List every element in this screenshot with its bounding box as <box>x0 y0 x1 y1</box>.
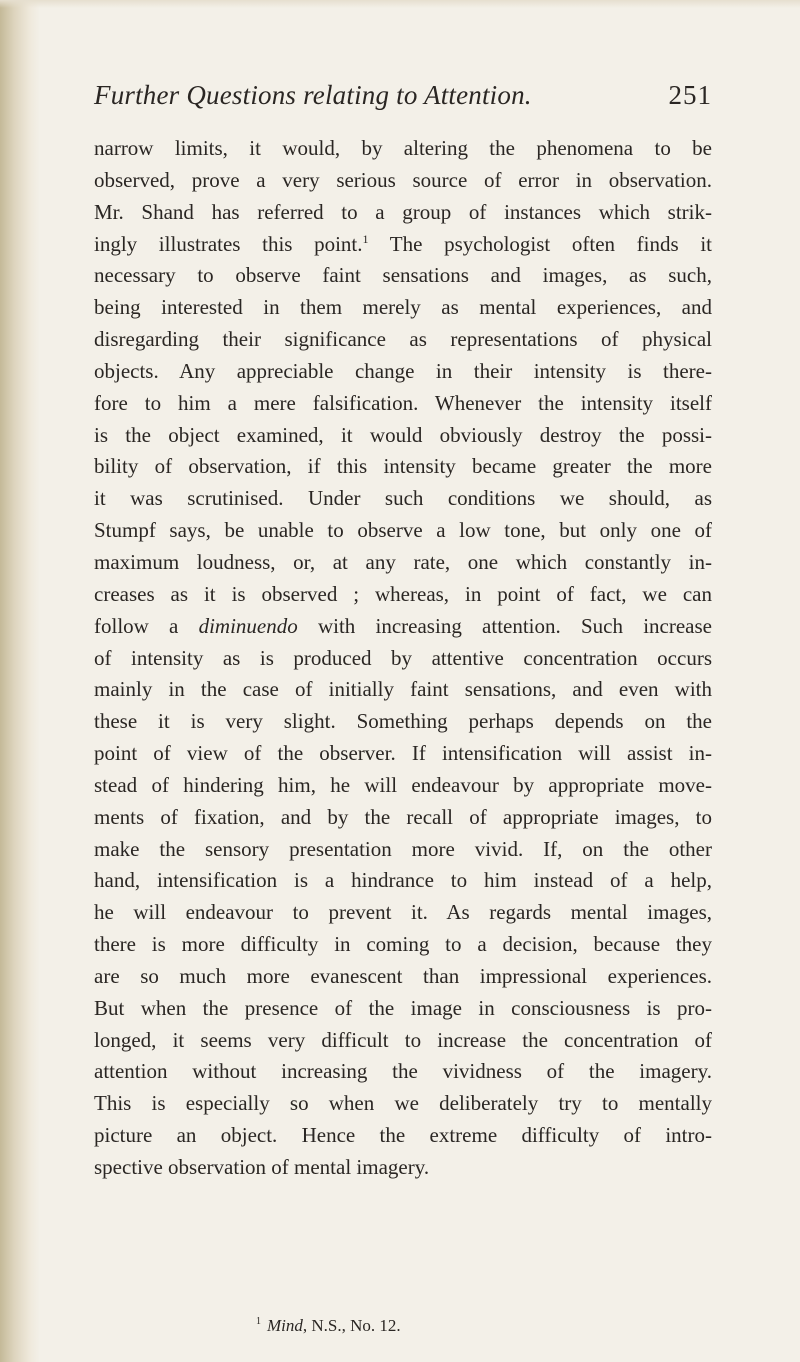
page-top-shadow <box>0 0 800 8</box>
text-line: This is especially so when we deliberately try to mentally <box>94 1091 712 1116</box>
text-line: But when the presence of the image in consciousness is pro- <box>94 995 712 1020</box>
text-line-end: The psychologist often finds it <box>368 231 712 256</box>
text-line: ments of fixation, and by the recall of appropriate images, to <box>94 804 712 829</box>
text-line: fore to him a mere falsification. Whenever the intensity itself <box>94 390 712 415</box>
text-line: he will endeavour to prevent it. As regards mental images, <box>94 900 712 925</box>
text-line: observed, prove a very serious source of error in observation. <box>94 167 712 192</box>
footnote <box>256 1316 401 1336</box>
text-line: creases as it is observed ; whereas, in point of fact, we can <box>94 581 712 606</box>
text-line: Mr. Shand has referred to a group of instances which strik- <box>94 199 712 224</box>
main-text <box>94 133 712 1184</box>
text-line: necessary to observe faint sensations and images, as such, <box>94 263 712 288</box>
text-line: is the object examined, it would obviously destroy the possi- <box>94 422 712 447</box>
text-line: objects. Any appreciable change in their intensity is there- <box>94 358 712 383</box>
text-line: picture an object. Hence the extreme difficulty of intro- <box>94 1123 712 1148</box>
text-line: maximum loudness, or, at any rate, one which constantly in- <box>94 549 712 574</box>
footnote-detail: , N.S., No. 12. <box>302 1316 401 1335</box>
footnote-marker: 1 <box>256 1316 261 1328</box>
text-line: being interested in them merely as mental experiences, and <box>94 295 712 320</box>
text-line-start: ingly illustrates this point. <box>94 231 363 256</box>
text-line <box>94 611 712 643</box>
text-line: disregarding their significance as representations of physical <box>94 327 712 352</box>
text-line: make the sensory presentation more vivid. If, on the other <box>94 836 712 861</box>
text-line: are so much more evanescent than impressional experiences. <box>94 963 712 988</box>
running-title: Further Questions relating to Attention. <box>94 80 532 110</box>
text-line: mainly in the case of initially faint sensations, and even with <box>94 677 712 702</box>
text-line: it was scrutinised. Under such conditions we should, as <box>94 486 712 511</box>
text-line-end: with increasing attention. Such increase <box>297 613 712 638</box>
text-line-start: follow a <box>94 613 199 638</box>
text-line: hand, intensification is a hindrance to him instead of a help, <box>94 868 712 893</box>
text-line: there is more difficulty in coming to a decision, because they <box>94 932 712 957</box>
running-header <box>94 80 712 120</box>
italic-term: diminuendo <box>198 613 298 638</box>
text-line: longed, it seems very difficult to increase the concentration of <box>94 1027 712 1052</box>
footnote-source: Mind <box>267 1316 303 1335</box>
text-line: these it is very slight. Something perhaps depends on the <box>94 709 712 734</box>
page-number: 251 <box>668 80 712 110</box>
page-gutter-shadow <box>0 0 40 1362</box>
text-line: of intensity as is produced by attentive concentration occurs <box>94 645 712 670</box>
text-line: attention without increasing the vividness of the imagery. <box>94 1059 712 1084</box>
text-line: spective observation of mental imagery. <box>94 1155 430 1179</box>
text-line: bility of observation, if this intensity became greater the more <box>94 454 712 479</box>
text-line: Stumpf says, be unable to observe a low tone, but only one of <box>94 518 712 543</box>
text-line: point of view of the observer. If intensification will assist in- <box>94 741 712 766</box>
text-line: stead of hindering him, he will endeavour by appropriate move- <box>94 772 712 797</box>
text-line <box>94 229 712 261</box>
footnote-reference: 1 <box>362 231 369 246</box>
text-line: narrow limits, it would, by altering the phenomena to be <box>94 136 712 160</box>
